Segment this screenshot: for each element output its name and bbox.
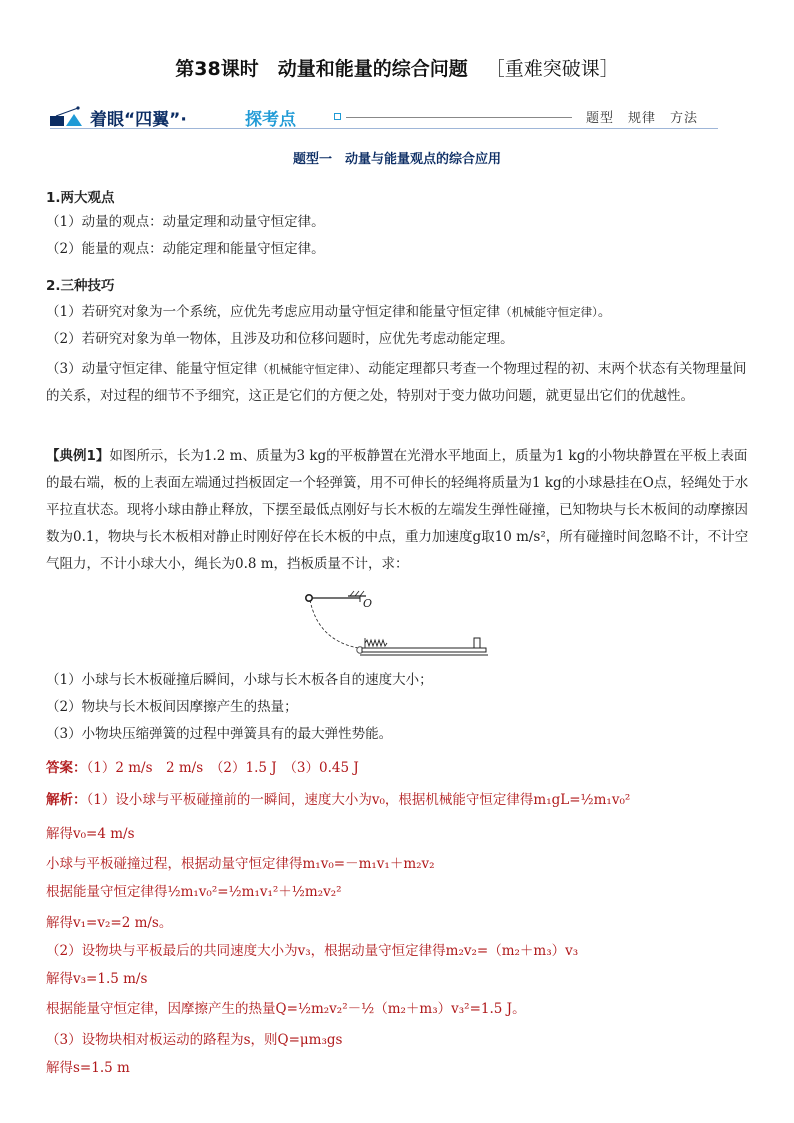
title-text: 第38课时 动量和能量的综合问题 — [175, 58, 468, 80]
solution-l8-text: 根据能量守恒定律，因摩擦产生的热量 — [46, 1001, 276, 1017]
solution-line-3 — [46, 854, 435, 874]
question-2: （2）物块与长木板间因摩擦产生的热量； — [46, 699, 298, 715]
banner-square-icon — [334, 113, 341, 120]
banner-divider — [346, 117, 572, 118]
small-block — [474, 638, 480, 648]
section-title: 题型一 动量与能量观点的综合应用 — [292, 152, 501, 167]
part1-heading: 1.两大观点 — [46, 190, 115, 206]
solution-l4-text: 根据能量守恒定律得 — [46, 884, 168, 900]
ball — [306, 595, 312, 601]
banner-decoration-icon — [50, 106, 84, 130]
part2-item3-note: （机械能守恒定律） — [257, 362, 355, 376]
solution-line-10: 解得s=1.5 m — [46, 1060, 130, 1076]
swing-path — [310, 600, 358, 648]
solution-label: 解析： — [46, 792, 87, 808]
solution-line-4 — [46, 882, 342, 902]
solution-l1-formula: m₁gL=½m₁v₀² — [533, 792, 631, 808]
part2-item1-main: （1）若研究对象为一个系统，应优先考虑应用动量守恒定律和能量守恒定律 — [46, 304, 501, 320]
page-title — [0, 54, 794, 81]
part2-heading: 2.三种技巧 — [46, 278, 115, 294]
title-bracket: ［重难突破课］ — [485, 58, 619, 80]
solution-l3-formula: m₁v₀=－m₁v₁＋m₂v₂ — [302, 856, 435, 872]
point-o-label: O — [363, 597, 373, 610]
part2-item-3 — [46, 356, 752, 410]
spring — [365, 638, 387, 648]
solution-line-7: 解得v₃=1.5 m/s — [46, 971, 148, 987]
example-text — [46, 443, 752, 578]
banner-title-part2: 探考点 — [245, 110, 296, 130]
solution-l9-formula: Q=μm₃gs — [277, 1032, 343, 1048]
solution-line-9 — [46, 1030, 342, 1050]
solution-l6-text: （2）设物块与平板最后的共同速度大小为v₃，根据动量守恒定律得 — [46, 943, 446, 959]
solution-l1-text: （1）设小球与平板碰撞前的一瞬间，速度大小为v₀，根据机械能守恒定律得 — [86, 792, 534, 808]
solution-line-2: 解得v₀=4 m/s — [46, 826, 135, 842]
long-board — [362, 648, 486, 652]
part1-item-2: （2）能量的观点：动能定理和能量守恒定律。 — [46, 241, 325, 257]
answer-label: 答案： — [46, 760, 87, 776]
solution-l9-text: （3）设物块相对板运动的路程为s，则 — [46, 1032, 278, 1048]
solution-line-5: 解得v₁=v₂=2 m/s。 — [46, 915, 173, 931]
solution-l4-formula: ½m₁v₀²=½m₁v₁²＋½m₂v₂² — [167, 884, 342, 900]
part2-item-1 — [46, 302, 611, 322]
banner-title-part1: 着眼“四翼”· — [90, 110, 187, 130]
example-body: 如图所示，长为1.2 m、质量为3 kg的平板静置在光滑水平地面上，质量为1 kg的小物块静置在平板上表面的最右端，板的上表面左端通过挡板固定一个轻弹簧，用不可伸长的轻绳将质量为1 kg的小球悬挂在O点，轻绳处于水平拉直状态。现将小球由静止释放，下摆至最低点刚好与长木板的左端发生弹性碰撞，已知物块与长木板间的动摩擦因数为0.1，物块与长木板相对静止时刚好停在长木板的中点，重力加速度g取10 m/s²，所有碰撞时间忽略不计，不计空气阻力，不计小球大小，绳长为0.8 m，挡板质量不计，求： — [46, 448, 749, 572]
part2-item3-a: （3）动量守恒定律、能量守恒定律 — [46, 361, 258, 377]
example-label: 【典例1】 — [46, 448, 110, 464]
example-diagram — [300, 590, 490, 662]
solution-line-8 — [46, 999, 526, 1019]
answer-line — [46, 758, 359, 778]
solution-line-6 — [46, 941, 578, 961]
part2-item1-end: 。 — [597, 304, 612, 320]
banner-underline — [50, 128, 718, 129]
solution-l6-formula: m₂v₂=（m₂＋m₃）v₃ — [445, 943, 579, 959]
banner-right-text: 题型 规律 方法 — [586, 111, 699, 126]
part2-item3-b: 、动能定理都只考查一个物理过程的初、末两个状态有关物理量间的关系，对过程的细节不予细究，这正是它们的方便之处，特别对于变力做功问题，就更显出它们的优越性。 — [46, 361, 747, 404]
part2-item1-note: （机械能守恒定律） — [500, 305, 598, 319]
question-3: （3）小物块压缩弹簧的过程中弹簧具有的最大弹性势能。 — [46, 726, 393, 742]
part1-item-1: （1）动量的观点：动量定理和动量守恒定律。 — [46, 214, 325, 230]
solution-l3-text: 小球与平板碰撞过程，根据动量守恒定律得 — [46, 856, 303, 872]
section-banner — [50, 104, 718, 130]
question-1: （1）小球与长木板碰撞后瞬间，小球与长木板各自的速度大小； — [46, 672, 433, 688]
part2-item-2: （2）若研究对象为单一物体，且涉及功和位移问题时，应优先考虑动能定理。 — [46, 331, 514, 347]
solution-line-1 — [46, 790, 630, 810]
answer-text: （1）2 m/s 2 m/s （2）1.5 J （3）0.45 J — [86, 760, 359, 776]
solution-l8-formula: Q=½m₂v₂²－½（m₂＋m₃）v₃²=1.5 J。 — [275, 1001, 526, 1017]
